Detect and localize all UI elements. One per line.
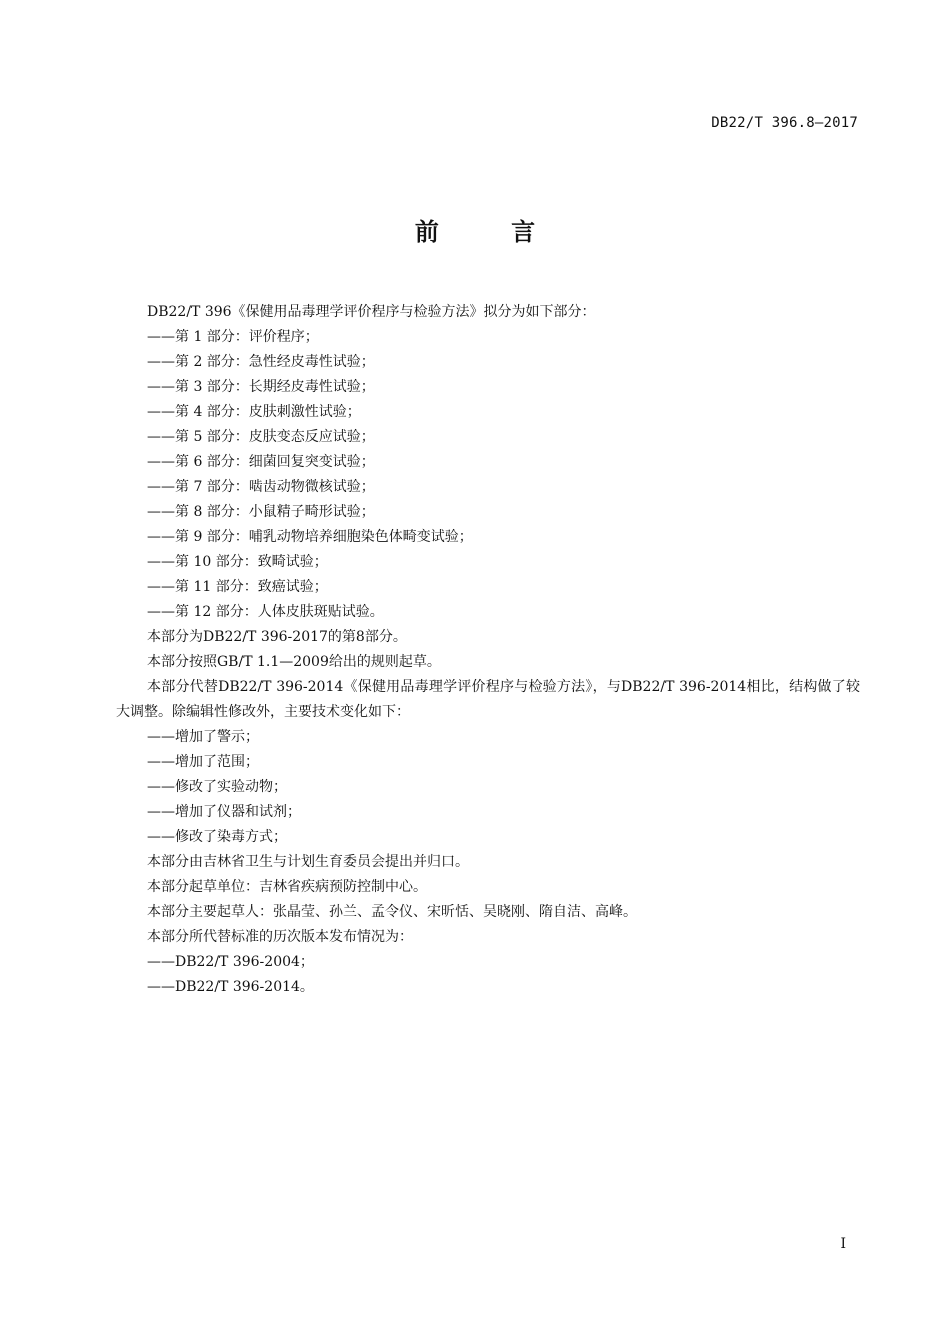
- change-list-item: ——修改了实验动物；: [147, 779, 287, 795]
- part-list-item: ——第 1 部分：评价程序；: [147, 329, 319, 345]
- part-list-item: ——第 12 部分：人体皮肤斑贴试验。: [147, 604, 384, 620]
- drafting-rule-paragraph: 本部分按照GB/T 1.1—2009给出的规则起草。: [147, 654, 441, 670]
- history-intro-paragraph: 本部分所代替标准的历次版本发布情况为：: [147, 929, 413, 945]
- this-part-paragraph: 本部分为DB22/T 396-2017的第8部分。: [147, 629, 407, 645]
- part-list-item: ——第 6 部分：细菌回复突变试验；: [147, 454, 375, 470]
- part-list-item: ——第 10 部分：致畸试验；: [147, 554, 328, 570]
- drafters-paragraph: 本部分主要起草人：张晶莹、孙兰、孟令仪、宋昕恬、吴晓刚、隋自洁、高峰。: [147, 904, 637, 920]
- history-list-item: ——DB22/T 396-2014。: [147, 979, 314, 995]
- part-list-item: ——第 11 部分：致癌试验；: [147, 579, 328, 595]
- part-list-item: ——第 9 部分：哺乳动物培养细胞染色体畸变试验；: [147, 529, 473, 545]
- page-number: I: [840, 1236, 846, 1252]
- change-list-item: ——增加了范围；: [147, 754, 259, 770]
- foreword-body: [116, 300, 860, 1000]
- drafting-unit-paragraph: 本部分起草单位：吉林省疾病预防控制中心。: [147, 879, 427, 895]
- part-list-item: ——第 5 部分：皮肤变态反应试验；: [147, 429, 375, 445]
- part-list-item: ——第 4 部分：皮肤刺激性试验；: [147, 404, 361, 420]
- part-list-item: ——第 2 部分：急性经皮毒性试验；: [147, 354, 375, 370]
- proposed-by-paragraph: 本部分由吉林省卫生与计划生育委员会提出并归口。: [147, 854, 469, 870]
- part-list-item: ——第 7 部分：啮齿动物微核试验；: [147, 479, 375, 495]
- history-list-item: ——DB22/T 396-2004；: [147, 954, 314, 970]
- page-title: 前 言: [414, 218, 568, 246]
- change-list-item: ——增加了警示；: [147, 729, 259, 745]
- change-list-item: ——修改了染毒方式；: [147, 829, 287, 845]
- part-list-item: ——第 8 部分：小鼠精子畸形试验；: [147, 504, 375, 520]
- part-list-item: ——第 3 部分：长期经皮毒性试验；: [147, 379, 375, 395]
- intro-paragraph: DB22/T 396《保健用品毒理学评价程序与检验方法》拟分为如下部分：: [147, 304, 596, 320]
- standard-code: DB22/T 396.8—2017: [711, 115, 858, 131]
- replaces-paragraph: 本部分代替DB22/T 396-2014《保健用品毒理学评价程序与检验方法》，与DB22/T 396-2014相比，结构做了较大调整。除编辑性修改外，主要技术变化如下：: [116, 679, 860, 720]
- change-list-item: ——增加了仪器和试剂；: [147, 804, 301, 820]
